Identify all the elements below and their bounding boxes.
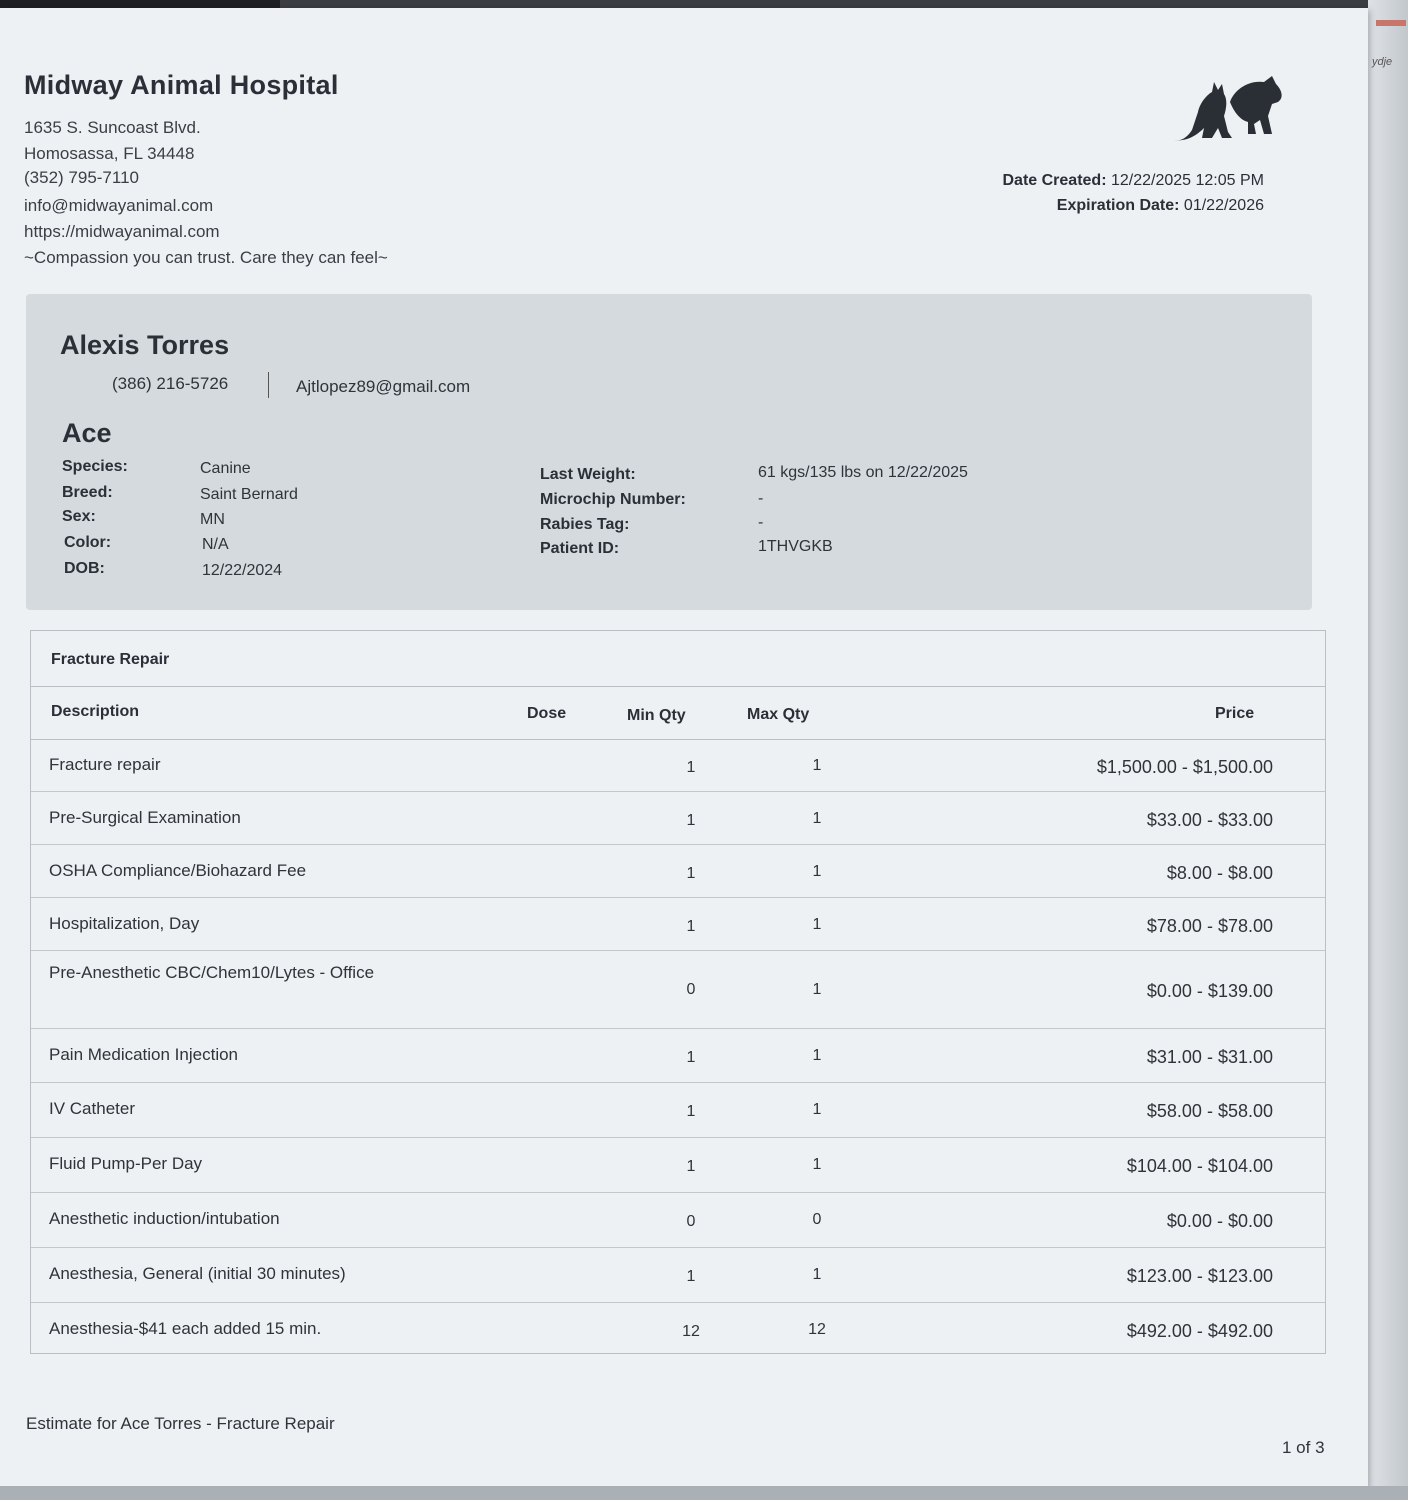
row-max-qty: 12 bbox=[808, 1321, 826, 1338]
sex-label: Sex: bbox=[62, 508, 96, 525]
clinic-email: info@midwayanimal.com bbox=[24, 196, 214, 215]
col-header-min-qty: Min Qty bbox=[627, 707, 686, 724]
dob-label: DOB: bbox=[64, 560, 105, 577]
color-label: Color: bbox=[64, 534, 112, 551]
row-min-qty: 0 bbox=[686, 1213, 696, 1230]
owner-email: Ajtlopez89@gmail.com bbox=[296, 377, 471, 396]
row-max-qty: 1 bbox=[812, 1047, 822, 1064]
bottom-edge bbox=[0, 1486, 1408, 1500]
footer-caption: Estimate for Ace Torres - Fracture Repair bbox=[26, 1414, 335, 1433]
expiration-date-label: Expiration Date: bbox=[1056, 197, 1180, 214]
row-description: IV Catheter bbox=[49, 1099, 135, 1118]
table-row bbox=[31, 792, 1325, 845]
estimate-page bbox=[0, 8, 1368, 1488]
sex-value: MN bbox=[200, 511, 225, 528]
table-row bbox=[31, 845, 1325, 898]
section-divider bbox=[31, 686, 1325, 687]
row-min-qty: 1 bbox=[686, 812, 696, 829]
row-max-qty: 1 bbox=[812, 1266, 822, 1283]
row-description: Pre-Surgical Examination bbox=[49, 808, 241, 827]
row-description: Anesthetic induction/intubation bbox=[49, 1209, 280, 1228]
row-description: OSHA Compliance/Biohazard Fee bbox=[49, 861, 307, 880]
row-min-qty: 1 bbox=[686, 1158, 696, 1175]
table-row bbox=[31, 1029, 1325, 1083]
last-weight-label: Last Weight: bbox=[540, 466, 636, 483]
breed-label: Breed: bbox=[62, 484, 113, 501]
expiration-date-value: 01/22/2026 bbox=[1183, 197, 1264, 214]
clinic-address-line2: Homosassa, FL 34448 bbox=[24, 144, 195, 163]
pet-name: Ace bbox=[62, 418, 112, 448]
row-min-qty: 1 bbox=[686, 759, 696, 776]
row-description: Pre-Anesthetic CBC/Chem10/Lytes - Office bbox=[49, 963, 375, 982]
row-max-qty: 1 bbox=[812, 810, 822, 827]
row-price: $0.00 - $139.00 bbox=[1146, 981, 1273, 1001]
estimate-table bbox=[30, 630, 1326, 1354]
color-value: N/A bbox=[202, 536, 229, 553]
cat-dog-logo-icon bbox=[1168, 72, 1288, 148]
row-max-qty: 0 bbox=[812, 1211, 822, 1228]
row-min-qty: 1 bbox=[686, 918, 696, 935]
row-price: $33.00 - $33.00 bbox=[1146, 810, 1273, 830]
table-row bbox=[31, 898, 1325, 951]
date-created-value: 12/22/2025 12:05 PM bbox=[1110, 172, 1264, 189]
row-description: Fluid Pump-Per Day bbox=[49, 1154, 203, 1173]
date-created-label: Date Created: bbox=[1002, 172, 1107, 189]
patient-id-label: Patient ID: bbox=[540, 540, 620, 557]
row-description: Pain Medication Injection bbox=[49, 1045, 239, 1064]
row-min-qty: 1 bbox=[686, 865, 696, 882]
row-max-qty: 1 bbox=[812, 863, 822, 880]
table-row bbox=[31, 1193, 1325, 1248]
row-price: $1,500.00 - $1,500.00 bbox=[1096, 757, 1273, 777]
row-description: Hospitalization, Day bbox=[49, 914, 200, 933]
breed-value: Saint Bernard bbox=[200, 486, 298, 503]
col-header-description: Description bbox=[51, 703, 140, 720]
rabies-tag-value: - bbox=[758, 514, 764, 531]
row-max-qty: 1 bbox=[812, 981, 822, 998]
row-min-qty: 0 bbox=[686, 981, 696, 998]
row-price: $31.00 - $31.00 bbox=[1146, 1047, 1273, 1067]
owner-name: Alexis Torres bbox=[60, 330, 230, 360]
dob-value: 12/22/2024 bbox=[202, 562, 283, 579]
species-label: Species: bbox=[62, 458, 128, 475]
row-price: $123.00 - $123.00 bbox=[1126, 1266, 1273, 1286]
clinic-tagline: ~Compassion you can trust. Care they can feel~ bbox=[24, 248, 388, 267]
row-min-qty: 1 bbox=[686, 1049, 696, 1066]
date-created bbox=[1003, 168, 1265, 193]
owner-phone: (386) 216-5726 bbox=[112, 374, 229, 393]
expiration-date bbox=[1003, 193, 1265, 218]
clinic-address-line1: 1635 S. Suncoast Blvd. bbox=[24, 118, 201, 137]
row-price: $0.00 - $0.00 bbox=[1166, 1211, 1273, 1231]
row-price: $78.00 - $78.00 bbox=[1146, 916, 1273, 936]
row-description: Anesthesia-$41 each added 15 min. bbox=[49, 1319, 322, 1338]
next-page-edge bbox=[1368, 0, 1408, 1500]
row-price: $8.00 - $8.00 bbox=[1166, 863, 1273, 883]
row-description: Anesthesia, General (initial 30 minutes) bbox=[49, 1264, 346, 1283]
patient-info-panel bbox=[26, 294, 1312, 610]
edge-red-mark bbox=[1376, 20, 1406, 26]
row-max-qty: 1 bbox=[812, 1156, 822, 1173]
last-weight-value: 61 kgs/135 lbs on 12/22/2025 bbox=[758, 464, 968, 481]
edge-peek-text: ydje bbox=[1372, 56, 1393, 68]
table-row bbox=[31, 1303, 1325, 1351]
table-row bbox=[31, 1248, 1325, 1303]
row-price: $492.00 - $492.00 bbox=[1126, 1321, 1273, 1341]
microchip-value: - bbox=[758, 490, 764, 507]
col-header-max-qty: Max Qty bbox=[747, 706, 810, 723]
clinic-phone: (352) 795-7110 bbox=[24, 168, 139, 187]
table-row bbox=[31, 1138, 1325, 1193]
row-max-qty: 1 bbox=[812, 757, 822, 774]
col-header-price: Price bbox=[1215, 705, 1255, 722]
row-price: $58.00 - $58.00 bbox=[1146, 1101, 1273, 1121]
table-row bbox=[31, 1083, 1325, 1138]
col-header-dose: Dose bbox=[527, 705, 567, 722]
microchip-label: Microchip Number: bbox=[540, 491, 686, 508]
table-row bbox=[31, 739, 1325, 792]
table-row bbox=[31, 951, 1325, 1029]
estimate-dates bbox=[1003, 168, 1265, 218]
row-max-qty: 1 bbox=[812, 916, 822, 933]
row-max-qty: 1 bbox=[812, 1101, 822, 1118]
rabies-tag-label: Rabies Tag: bbox=[540, 516, 630, 533]
row-min-qty: 1 bbox=[686, 1268, 696, 1285]
clinic-website: https://midwayanimal.com bbox=[24, 222, 220, 241]
row-description: Fracture repair bbox=[49, 755, 161, 774]
owner-divider bbox=[268, 372, 269, 398]
species-value: Canine bbox=[200, 460, 251, 477]
row-min-qty: 1 bbox=[686, 1103, 696, 1120]
estimate-section-title: Fracture Repair bbox=[51, 651, 170, 668]
page-number: 1 of 3 bbox=[1282, 1438, 1325, 1457]
patient-id-value: 1THVGKB bbox=[758, 538, 833, 555]
row-price: $104.00 - $104.00 bbox=[1126, 1156, 1273, 1176]
row-min-qty: 12 bbox=[682, 1323, 700, 1340]
clinic-name: Midway Animal Hospital bbox=[24, 70, 339, 100]
